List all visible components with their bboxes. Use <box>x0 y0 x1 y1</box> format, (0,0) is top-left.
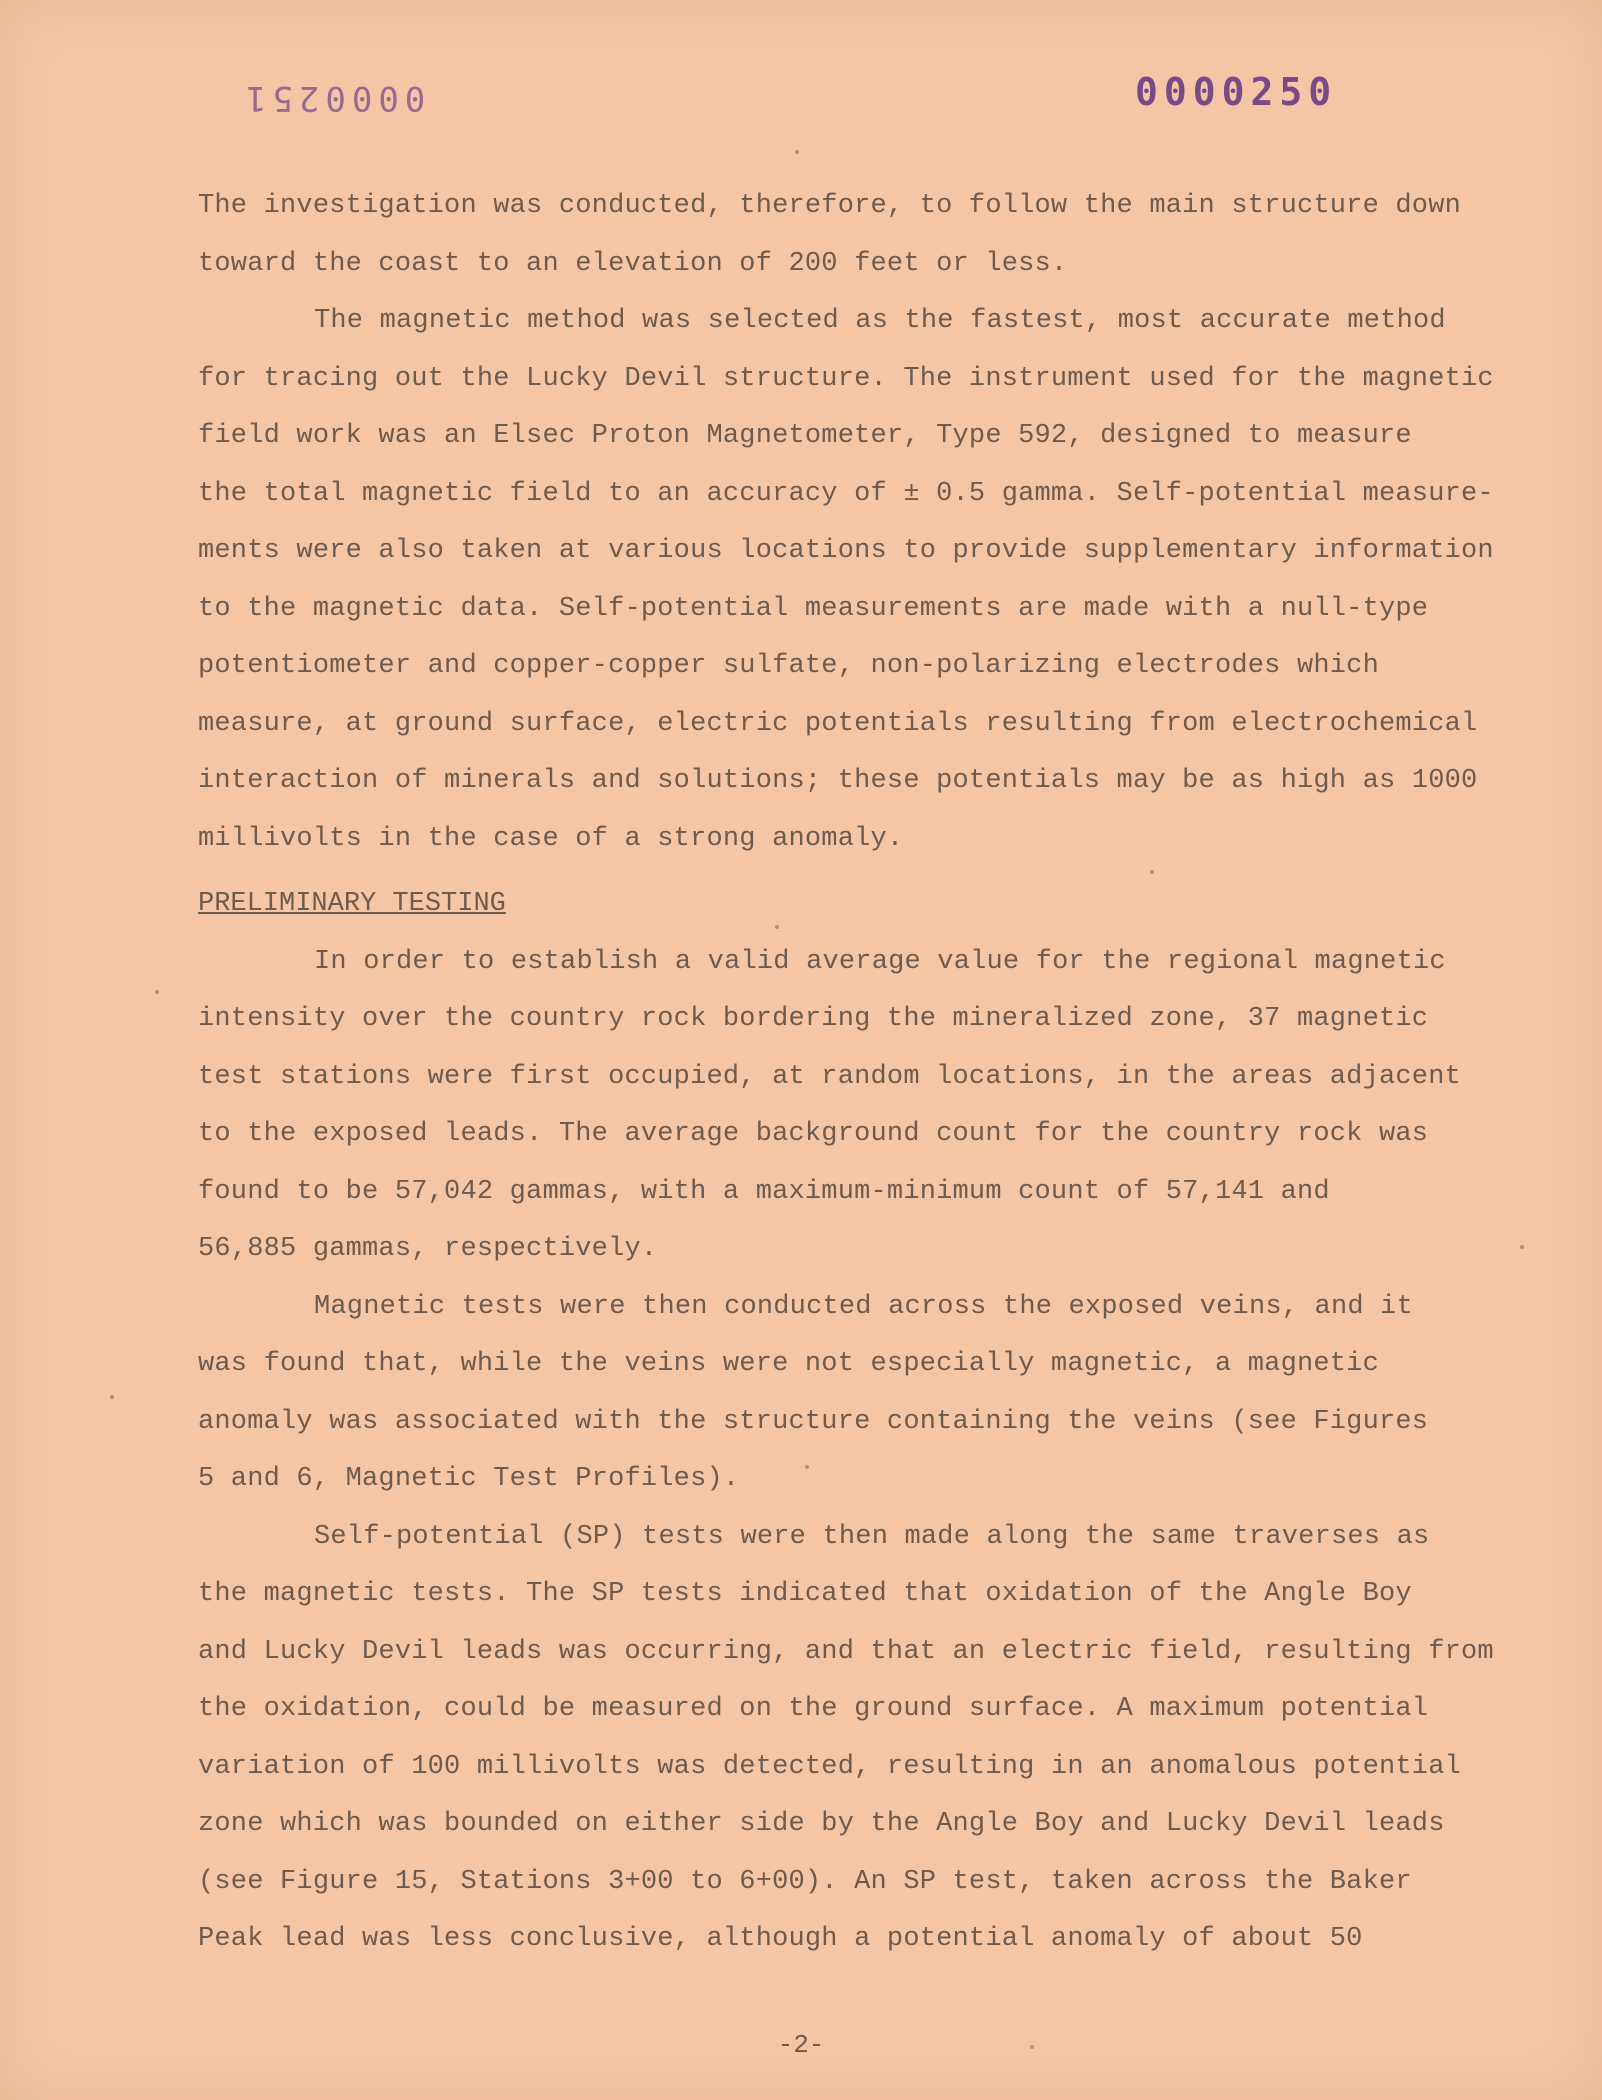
text-line: The magnetic method was selected as the fastest, most accurate method <box>314 306 1446 336</box>
scan-speck <box>1030 2045 1034 2049</box>
text-line: Magnetic tests were then conducted across the exposed veins, and it <box>314 1291 1413 1322</box>
text-line: variation of 100 millivolts was detected, resulting in an anomalous potential <box>198 1751 1462 1782</box>
text-line: ments were also taken at various locations to provide supplementary information <box>198 536 1494 566</box>
text-line: 56,885 gammas, respectively. <box>198 1234 658 1264</box>
text-line: interaction of minerals and solutions; these potentials may be as high as 1000 <box>198 766 1478 796</box>
text-line: and Lucky Devil leads was occurring, and that an electric field, resulting from <box>198 1636 1494 1667</box>
text-line: to the magnetic data. Self-potential measurements are made with a null-type <box>198 593 1429 624</box>
text-line: found to be 57,042 gammas, with a maximum-minimum count of 57,141 and <box>198 1176 1330 1207</box>
scan-speck <box>805 1465 809 1469</box>
text-line: field work was an Elsec Proton Magnetometer, Type 592, designed to measure <box>198 421 1412 451</box>
text-line: Self-potential (SP) tests were then made along the same traverses as <box>314 1521 1430 1552</box>
scan-speck <box>110 1395 114 1399</box>
text-line: (see Figure 15, Stations 3+00 to 6+00). An SP test, taken across the Baker <box>198 1866 1412 1897</box>
page-number: -2- <box>777 2030 825 2060</box>
text-line: zone which was bounded on either side by the Angle Boy and Lucky Devil leads <box>198 1809 1445 1839</box>
document-number-stamp-left: 0000251 <box>240 78 426 118</box>
text-line: The investigation was conducted, therefore, to follow the main structure down <box>198 191 1462 221</box>
text-line: anomaly was associated with the structure containing the veins (see Figures <box>198 1406 1429 1437</box>
text-line: intensity over the country rock bordering the mineralized zone, 37 magnetic <box>198 1004 1429 1034</box>
text-line: measure, at ground surface, electric potentials resulting from electrochemical <box>198 708 1478 739</box>
text-line: millivolts in the case of a strong anomaly. <box>198 823 904 854</box>
document-number-stamp-right: 0000250 <box>1135 70 1338 114</box>
text-line: toward the coast to an elevation of 200 feet or less. <box>198 248 1068 279</box>
scan-speck <box>1150 870 1154 874</box>
scan-speck <box>795 150 799 154</box>
text-line: 5 and 6, Magnetic Test Profiles). <box>198 1464 740 1494</box>
text-line: to the exposed leads. The average background count for the country rock was <box>198 1119 1429 1149</box>
text-line: for tracing out the Lucky Devil structure. The instrument used for the magnetic <box>198 363 1494 394</box>
section-heading: PRELIMINARY TESTING <box>198 889 506 919</box>
text-line: was found that, while the veins were not especially magnetic, a magnetic <box>198 1349 1379 1379</box>
text-line: test stations were first occupied, at random locations, in the areas adjacent <box>198 1061 1462 1092</box>
scan-speck <box>155 990 159 994</box>
document-body <box>198 178 1518 1969</box>
scan-speck <box>1520 1245 1524 1249</box>
text-line: the oxidation, could be measured on the ground surface. A maximum potential <box>198 1694 1429 1724</box>
text-line: In order to establish a valid average value for the regional magnetic <box>314 946 1446 977</box>
text-line: Peak lead was less conclusive, although a potential anomaly of about 50 <box>198 1924 1363 1954</box>
scan-speck <box>775 925 779 929</box>
text-line: potentiometer and copper-copper sulfate, non-polarizing electrodes which <box>198 651 1379 681</box>
text-line: the total magnetic field to an accuracy of ± 0.5 gamma. Self-potential measure- <box>198 478 1494 509</box>
text-line: the magnetic tests. The SP tests indicated that oxidation of the Angle Boy <box>198 1579 1412 1609</box>
